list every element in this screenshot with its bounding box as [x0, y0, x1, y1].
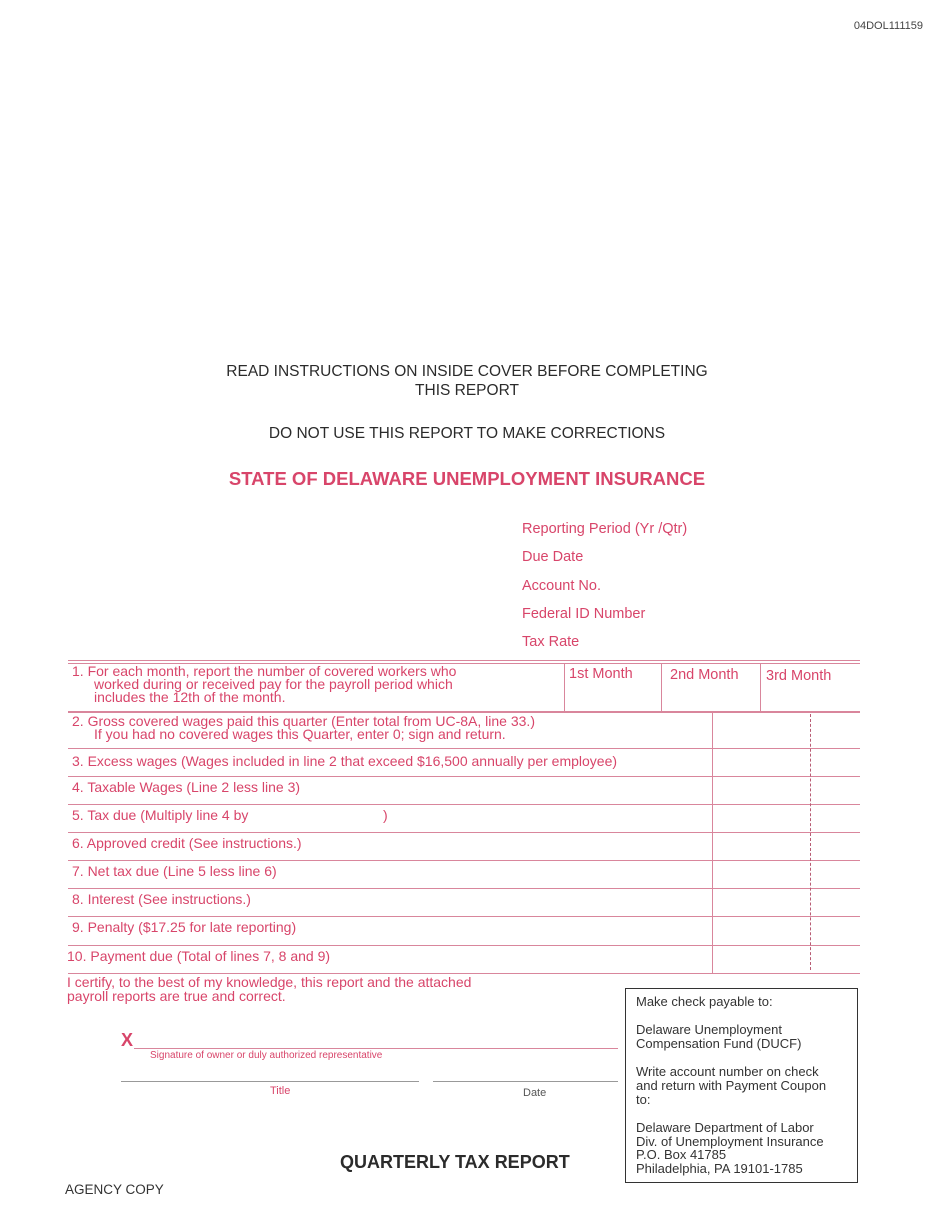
agency-copy-label: AGENCY COPY	[65, 1182, 164, 1197]
instructions-line-1: Write account number on check	[636, 1064, 819, 1079]
signature-caption: Signature of owner or duly authorized representative	[150, 1050, 383, 1061]
form-title: STATE OF DELAWARE UNEMPLOYMENT INSURANCE	[228, 468, 706, 489]
certify-text-2: payroll reports are true and correct.	[67, 988, 286, 1004]
month-1-header: 1st Month	[569, 666, 633, 682]
report-title: QUARTERLY TAX REPORT	[340, 1152, 570, 1172]
instructions-line-2: and return with Payment Coupon	[636, 1078, 827, 1093]
fund-name-line-2: Compensation Fund (DUCF)	[636, 1036, 802, 1051]
line-10-text: 10. Payment due (Total of lines 7, 8 and 9)	[67, 948, 331, 964]
address-line-3: P.O. Box 41785	[636, 1147, 727, 1162]
address-line-1: Delaware Department of Labor	[636, 1120, 814, 1135]
payable-to-text: Make check payable to:	[636, 994, 773, 1009]
signature-x-mark: X	[121, 1030, 134, 1050]
document-id: 04DOL111159	[853, 20, 923, 32]
reporting-period-label: Reporting Period (Yr /Qtr)	[522, 521, 688, 537]
line-3-text: 3. Excess wages (Wages included in line 2 that exceed $16,500 annually per employee)	[72, 753, 618, 769]
tax-rate-label: Tax Rate	[522, 634, 580, 650]
due-date-label: Due Date	[522, 549, 584, 565]
line-1-text-3: includes the 12th of the month.	[94, 689, 286, 705]
federal-id-label: Federal ID Number	[522, 606, 646, 622]
instruction-line-2: THIS REPORT	[415, 382, 519, 399]
line-5-text: 5. Tax due (Multiply line 4 by	[72, 807, 249, 823]
instructions-line-3: to:	[636, 1092, 651, 1107]
payment-instructions-box	[625, 988, 858, 1183]
fund-name-line-1: Delaware Unemployment	[636, 1022, 782, 1037]
date-label: Date	[523, 1087, 547, 1099]
corrections-warning: DO NOT USE THIS REPORT TO MAKE CORRECTIONS	[268, 425, 666, 442]
instruction-line-1: READ INSTRUCTIONS ON INSIDE COVER BEFORE COMPLETING	[226, 363, 708, 380]
signature-line[interactable]	[134, 1048, 618, 1049]
date-line[interactable]	[433, 1081, 618, 1082]
line-5-close: )	[383, 807, 388, 823]
line-8-text: 8. Interest (See instructions.)	[72, 891, 251, 907]
line-1-text-2: worked during or received pay for the payroll period which	[94, 676, 453, 692]
line-7-text: 7. Net tax due (Line 5 less line 6)	[72, 863, 277, 879]
month-2-header: 2nd Month	[670, 667, 739, 683]
address-line-4: Philadelphia, PA 19101-1785	[636, 1161, 803, 1176]
title-label: Title	[270, 1085, 291, 1097]
title-line[interactable]	[121, 1081, 419, 1082]
certify-text-1: I certify, to the best of my knowledge, this report and the attached	[67, 974, 472, 990]
month-3-header: 3rd Month	[766, 668, 832, 684]
line-9-text: 9. Penalty ($17.25 for late reporting)	[72, 919, 297, 935]
line-6-text: 6. Approved credit (See instructions.)	[72, 835, 302, 851]
line-2-text: 2. Gross covered wages paid this quarter (Enter total from UC-8A, line 33.)	[72, 713, 535, 729]
line-2-text-2: If you had no covered wages this Quarter, enter 0; sign and return.	[94, 726, 506, 742]
account-number-label: Account No.	[522, 578, 601, 594]
line-4-text: 4. Taxable Wages (Line 2 less line 3)	[72, 779, 301, 795]
address-line-2: Div. of Unemployment Insurance	[636, 1134, 824, 1149]
line-1-text: 1. For each month, report the number of covered workers who	[72, 663, 457, 679]
